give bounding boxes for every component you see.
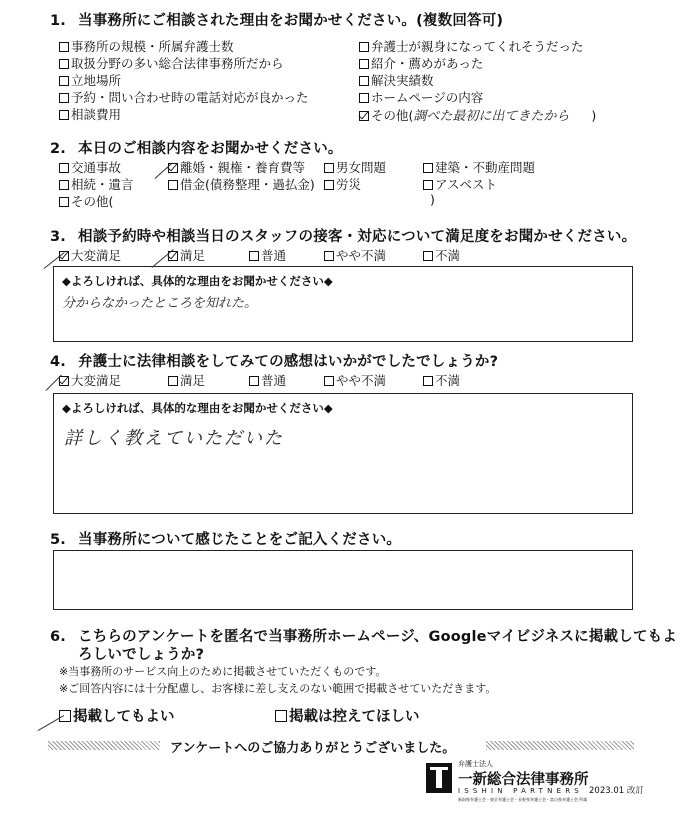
q1-option-caring[interactable] [359, 37, 584, 55]
checkbox-icon [324, 251, 334, 261]
checked-checkbox-icon [359, 111, 369, 121]
q1-option-fields[interactable] [59, 54, 284, 72]
checkbox-icon [59, 42, 69, 52]
q3-title-text: 相談予約時や相談当日のスタッフの接客・対応について満足度をお聞かせください。 [78, 229, 637, 245]
q1-option-homepage[interactable] [359, 88, 483, 106]
option-label: 立地場所 [71, 73, 122, 88]
q2-option-inheritance[interactable] [59, 175, 134, 193]
firm-bar-association: 新潟県弁護士会・東京弁護士会・長野県弁護士会・富山県弁護士会 所属 [458, 797, 588, 802]
q4-option-satisfied[interactable] [168, 371, 205, 389]
q4-option-dissatisfied[interactable] [423, 371, 460, 389]
firm-logo-icon [426, 763, 452, 793]
option-label: 相談費用 [71, 107, 122, 122]
q3-option-somewhat-dissatisfied[interactable] [324, 246, 386, 264]
q6-title-line1: こちらのアンケートを匿名で当事務所ホームページ、Googleマイビジネスに掲載してもよ [78, 629, 678, 645]
option-label: 掲載は控えてほしい [289, 709, 420, 725]
option-label: やや不満 [336, 248, 387, 263]
q1-option-referral[interactable] [359, 54, 483, 72]
checkbox-icon [423, 163, 433, 173]
option-label: 満足 [180, 373, 206, 388]
option-label: ホームページの内容 [371, 90, 484, 105]
q4-reason-answer: 詳しく教えていただいた [64, 428, 284, 449]
revision-date: 2023.01 改訂 [589, 786, 644, 796]
q3-option-dissatisfied[interactable] [423, 246, 460, 264]
option-label: 普通 [261, 248, 287, 263]
checkbox-icon [249, 376, 259, 386]
checkbox-icon [423, 180, 433, 190]
q2-option-divorce[interactable] [168, 158, 305, 176]
checkbox-icon [324, 376, 334, 386]
checkbox-icon [359, 42, 369, 52]
q1-option-fee[interactable] [59, 105, 121, 123]
q1-option-results[interactable] [359, 71, 434, 89]
option-label: 紹介・薦めがあった [371, 56, 484, 71]
option-label: 弁護士が親身になってくれそうだった [371, 39, 584, 54]
option-label: 解決実績数 [371, 73, 434, 88]
q1-option-phone[interactable] [59, 88, 309, 106]
q5-title [50, 528, 401, 549]
q6-note-2: ※ご回答内容には十分配慮し、お客様に差し支えのない範囲で掲載させていただきます。 [59, 682, 497, 695]
option-label: 不満 [435, 373, 461, 388]
q4-reason-header: ◆よろしければ、具体的な理由をお聞かせください◆ [62, 401, 333, 415]
q4-title [50, 350, 498, 371]
q3-reason-answer: 分からなかったところを知れた。 [62, 296, 258, 311]
option-label: 大変満足 [71, 248, 122, 263]
decorative-hatch-left [48, 741, 160, 750]
option-label: その他( [71, 194, 114, 209]
q4-title-text: 弁護士に法律相談をしてみての感想はいかがでしたでしょうか? [78, 354, 499, 370]
q3-option-very-satisfied[interactable] [59, 246, 121, 264]
q3-option-satisfied[interactable] [168, 246, 205, 264]
option-label: 掲載してもよい [73, 709, 175, 725]
q3-title [50, 225, 636, 246]
q1-other-answer: 調べた最初に出てきたから [413, 109, 570, 124]
option-label: 満足 [180, 248, 206, 263]
q2-title [50, 137, 343, 158]
q6-option-no[interactable] [275, 705, 420, 726]
option-label: 相続・遺言 [71, 177, 134, 192]
checkbox-icon [59, 163, 69, 173]
q4-number: 4. [50, 354, 66, 370]
checkbox-icon [423, 376, 433, 386]
option-label: 予約・問い合わせ時の電話対応が良かった [71, 90, 309, 105]
option-label: 建築・不動産問題 [435, 160, 536, 175]
q4-option-somewhat-dissatisfied[interactable] [324, 371, 386, 389]
option-label: 不満 [435, 248, 461, 263]
checkbox-icon [423, 251, 433, 261]
option-label: 事務所の規模・所属弁護士数 [71, 39, 234, 54]
option-label: 離婚・親権・養育費等 [180, 160, 306, 175]
q2-option-labor[interactable] [324, 175, 361, 193]
q1-option-scale[interactable] [59, 37, 234, 55]
q2-option-asbestos[interactable] [423, 175, 497, 193]
checkbox-icon [168, 180, 178, 190]
option-label: 男女問題 [336, 160, 387, 175]
q2-title-text: 本日のご相談内容をお聞かせください。 [78, 141, 343, 157]
checkbox-icon [359, 93, 369, 103]
q6-number: 6. [50, 629, 66, 645]
option-label: 労災 [336, 177, 362, 192]
q3-reason-box[interactable] [53, 266, 633, 342]
q4-reason-box[interactable] [53, 393, 633, 514]
checkbox-icon [59, 59, 69, 69]
q4-option-neutral[interactable] [249, 371, 286, 389]
option-label: 大変満足 [71, 373, 122, 388]
q3-number: 3. [50, 229, 66, 245]
option-close: ) [591, 108, 597, 123]
q5-comment-box[interactable] [53, 550, 633, 610]
q2-other-close: ) [430, 192, 435, 207]
q2-option-debt[interactable] [168, 175, 315, 193]
firm-english-name: ISSHIN PARTNERS [458, 787, 583, 795]
checkbox-icon [359, 76, 369, 86]
q3-option-neutral[interactable] [249, 246, 286, 264]
checkbox-icon [59, 110, 69, 120]
q5-number: 5. [50, 532, 66, 548]
firm-name: 一新総合法律事務所 [458, 772, 589, 788]
q2-option-gender[interactable] [324, 158, 386, 176]
checkbox-icon [359, 59, 369, 69]
option-label: 取扱分野の多い総合法律事務所だから [71, 56, 284, 71]
decorative-hatch-right [486, 741, 634, 750]
checkbox-icon [59, 197, 69, 207]
checkbox-icon [324, 163, 334, 173]
option-label: アスベスト [435, 177, 498, 192]
checkbox-icon [275, 710, 287, 722]
option-label: やや不満 [336, 373, 387, 388]
footer-thanks: アンケートへのご協力ありがとうございました。 [170, 741, 456, 756]
q1-number: 1. [50, 13, 66, 29]
checked-checkbox-icon [59, 376, 69, 386]
option-label: その他( [371, 108, 414, 123]
option-label: 交通事故 [71, 160, 122, 175]
q4-option-very-satisfied[interactable] [59, 371, 121, 389]
q2-option-other[interactable] [59, 192, 113, 210]
firm-type: 弁護士法人 [458, 760, 493, 768]
q6-option-yes[interactable] [59, 705, 175, 726]
checkbox-icon [324, 180, 334, 190]
q3-reason-header: ◆よろしければ、具体的な理由をお聞かせください◆ [62, 274, 333, 288]
q1-option-other[interactable] [359, 105, 596, 124]
q2-number: 2. [50, 141, 66, 157]
option-label: 借金(債務整理・過払金) [180, 177, 315, 192]
checkbox-icon [59, 93, 69, 103]
checkbox-icon [168, 376, 178, 386]
q2-option-traffic[interactable] [59, 158, 121, 176]
checkbox-icon [59, 180, 69, 190]
q6-title-line2: ろしいでしょうか? [78, 647, 205, 663]
q6-note-1: ※当事務所のサービス向上のために掲載させていただくものです。 [59, 665, 387, 678]
q1-option-location[interactable] [59, 71, 121, 89]
q5-title-text: 当事務所について感じたことをご記入ください。 [78, 532, 402, 548]
q1-title [50, 9, 503, 30]
q1-title-text: 当事務所にご相談された理由をお聞かせください。(複数回答可) [78, 13, 504, 29]
q2-option-realestate[interactable] [423, 158, 535, 176]
checkbox-icon [249, 251, 259, 261]
option-label: 普通 [261, 373, 287, 388]
checkbox-icon [59, 76, 69, 86]
